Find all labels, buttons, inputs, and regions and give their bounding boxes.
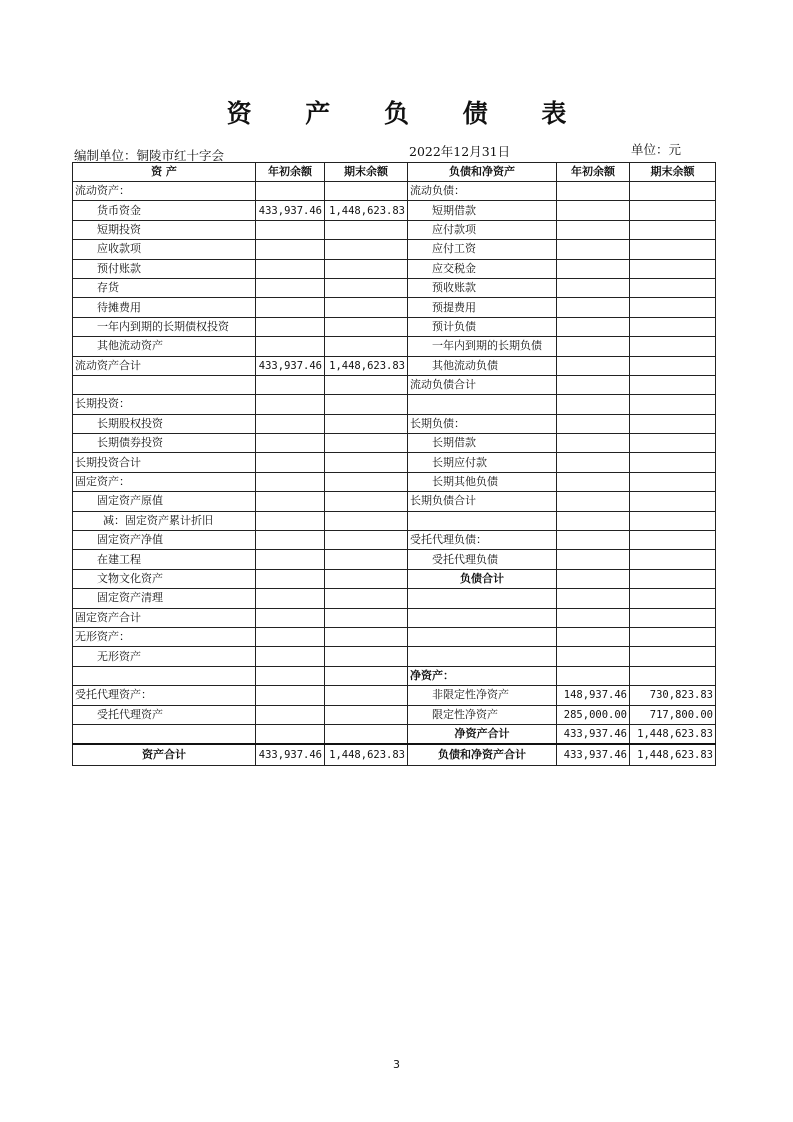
asset-opening — [256, 531, 325, 550]
asset-closing — [325, 182, 408, 201]
asset-label: 固定资产原值 — [73, 492, 256, 511]
liability-closing — [630, 240, 716, 259]
asset-closing — [325, 337, 408, 356]
asset-opening — [256, 298, 325, 317]
table-row — [73, 608, 716, 627]
table-row — [73, 453, 716, 472]
asset-closing — [325, 220, 408, 239]
liability-closing — [630, 220, 716, 239]
liability-closing — [630, 375, 716, 394]
liability-opening — [557, 220, 630, 239]
liability-label: 受托代理负债 — [408, 550, 557, 569]
liability-label: 其他流动负债 — [408, 356, 557, 375]
liability-opening — [557, 608, 630, 627]
asset-label: 固定资产清理 — [73, 589, 256, 608]
liability-opening — [557, 589, 630, 608]
table-row — [73, 201, 716, 220]
asset-closing — [325, 627, 408, 646]
asset-label: 受托代理资产 — [73, 705, 256, 724]
liability-label: 流动负债合计 — [408, 375, 557, 394]
liability-label — [408, 589, 557, 608]
asset-label: 长期投资： — [73, 395, 256, 414]
asset-closing: 1,448,623.83 — [325, 201, 408, 220]
asset-label: 无形资产 — [73, 647, 256, 666]
header-liabilities-closing: 期末余额 — [630, 163, 716, 182]
liability-label: 预收账款 — [408, 278, 557, 297]
asset-closing — [325, 298, 408, 317]
liability-opening — [557, 240, 630, 259]
liability-opening — [557, 182, 630, 201]
asset-label: 固定资产： — [73, 472, 256, 491]
asset-opening — [256, 453, 325, 472]
liability-closing — [630, 608, 716, 627]
asset-closing — [325, 492, 408, 511]
liability-label: 一年内到期的长期负债 — [408, 337, 557, 356]
asset-closing — [325, 317, 408, 336]
header-liabilities: 负债和净资产 — [408, 163, 557, 182]
liability-label — [408, 647, 557, 666]
liability-opening — [557, 356, 630, 375]
table-row — [73, 744, 716, 766]
asset-closing — [325, 666, 408, 685]
liability-closing — [630, 414, 716, 433]
liability-opening — [557, 259, 630, 278]
liability-closing — [630, 647, 716, 666]
liability-opening — [557, 511, 630, 530]
asset-closing — [325, 531, 408, 550]
table-row — [73, 492, 716, 511]
liability-closing: 1,448,623.83 — [630, 744, 716, 766]
asset-closing — [325, 395, 408, 414]
liability-label: 长期应付款 — [408, 453, 557, 472]
asset-opening — [256, 259, 325, 278]
liability-label: 流动负债： — [408, 182, 557, 201]
liability-opening — [557, 531, 630, 550]
liability-label: 负债和净资产合计 — [408, 744, 557, 766]
table-row — [73, 337, 716, 356]
asset-opening — [256, 337, 325, 356]
document-title: 资 产 负 债 表 — [226, 99, 589, 128]
balance-sheet-table — [72, 162, 716, 766]
liability-label: 应付款项 — [408, 220, 557, 239]
liability-opening: 433,937.46 — [557, 744, 630, 766]
liability-label — [408, 627, 557, 646]
header-assets: 资 产 — [73, 163, 256, 182]
asset-label: 固定资产净值 — [73, 531, 256, 550]
asset-closing — [325, 240, 408, 259]
liability-opening — [557, 627, 630, 646]
asset-closing — [325, 647, 408, 666]
asset-closing — [325, 472, 408, 491]
liability-closing — [630, 278, 716, 297]
liability-opening: 148,937.46 — [557, 686, 630, 705]
table-row — [73, 589, 716, 608]
asset-opening — [256, 724, 325, 744]
asset-opening — [256, 240, 325, 259]
liability-closing — [630, 453, 716, 472]
asset-opening — [256, 278, 325, 297]
table-row — [73, 647, 716, 666]
liability-opening — [557, 375, 630, 394]
liability-label — [408, 608, 557, 627]
asset-opening — [256, 395, 325, 414]
liability-opening — [557, 317, 630, 336]
asset-label: 短期投资 — [73, 220, 256, 239]
asset-label: 流动资产： — [73, 182, 256, 201]
table-row — [73, 278, 716, 297]
liability-label: 预提费用 — [408, 298, 557, 317]
asset-opening — [256, 589, 325, 608]
asset-closing — [325, 434, 408, 453]
asset-closing — [325, 375, 408, 394]
table-row — [73, 550, 716, 569]
asset-opening — [256, 182, 325, 201]
asset-opening — [256, 569, 325, 588]
liability-closing — [630, 434, 716, 453]
asset-closing — [325, 259, 408, 278]
table-row — [73, 724, 716, 744]
liability-closing — [630, 550, 716, 569]
asset-closing — [325, 550, 408, 569]
liability-closing — [630, 627, 716, 646]
table-row — [73, 472, 716, 491]
asset-opening — [256, 375, 325, 394]
liability-opening — [557, 647, 630, 666]
asset-opening — [256, 511, 325, 530]
table-row — [73, 686, 716, 705]
asset-opening — [256, 686, 325, 705]
asset-closing — [325, 589, 408, 608]
liability-label: 长期借款 — [408, 434, 557, 453]
table-row — [73, 511, 716, 530]
liability-label: 应交税金 — [408, 259, 557, 278]
liability-opening — [557, 298, 630, 317]
asset-closing — [325, 278, 408, 297]
table-row — [73, 627, 716, 646]
asset-closing — [325, 414, 408, 433]
asset-label: 无形资产： — [73, 627, 256, 646]
table-row — [73, 182, 716, 201]
asset-label: 预付账款 — [73, 259, 256, 278]
asset-opening: 433,937.46 — [256, 744, 325, 766]
asset-closing — [325, 724, 408, 744]
asset-closing — [325, 686, 408, 705]
asset-label: 受托代理资产： — [73, 686, 256, 705]
liability-closing: 1,448,623.83 — [630, 724, 716, 744]
liability-opening — [557, 434, 630, 453]
liability-label: 应付工资 — [408, 240, 557, 259]
liability-label — [408, 395, 557, 414]
asset-opening — [256, 472, 325, 491]
liability-closing — [630, 337, 716, 356]
liability-label — [408, 511, 557, 530]
asset-label: 在建工程 — [73, 550, 256, 569]
asset-opening — [256, 608, 325, 627]
liability-label: 限定性净资产 — [408, 705, 557, 724]
liability-opening — [557, 453, 630, 472]
asset-label: 一年内到期的长期债权投资 — [73, 317, 256, 336]
liability-label: 非限定性净资产 — [408, 686, 557, 705]
table-row — [73, 317, 716, 336]
liability-opening — [557, 278, 630, 297]
liability-opening — [557, 569, 630, 588]
table-row — [73, 298, 716, 317]
liability-closing — [630, 531, 716, 550]
liability-closing — [630, 492, 716, 511]
asset-opening — [256, 317, 325, 336]
liability-label: 预计负债 — [408, 317, 557, 336]
liability-closing — [630, 472, 716, 491]
asset-label — [73, 724, 256, 744]
liability-opening — [557, 666, 630, 685]
header-liabilities-opening: 年初余额 — [557, 163, 630, 182]
asset-label — [73, 666, 256, 685]
asset-opening: 433,937.46 — [256, 356, 325, 375]
asset-opening — [256, 434, 325, 453]
asset-label: 其他流动资产 — [73, 337, 256, 356]
asset-closing — [325, 453, 408, 472]
liability-opening — [557, 395, 630, 414]
asset-opening: 433,937.46 — [256, 201, 325, 220]
table-row — [73, 434, 716, 453]
liability-closing — [630, 182, 716, 201]
liability-opening: 285,000.00 — [557, 705, 630, 724]
liability-label: 负债合计 — [408, 569, 557, 588]
asset-closing — [325, 511, 408, 530]
table-row — [73, 220, 716, 239]
asset-label: 文物文化资产 — [73, 569, 256, 588]
asset-closing — [325, 608, 408, 627]
asset-label: 长期债券投资 — [73, 434, 256, 453]
liability-closing — [630, 356, 716, 375]
liability-opening — [557, 414, 630, 433]
table-row — [73, 240, 716, 259]
asset-label: 固定资产合计 — [73, 608, 256, 627]
liability-opening — [557, 337, 630, 356]
asset-opening — [256, 666, 325, 685]
liability-label: 短期借款 — [408, 201, 557, 220]
liability-closing: 717,800.00 — [630, 705, 716, 724]
table-row — [73, 375, 716, 394]
liability-closing — [630, 589, 716, 608]
liability-opening — [557, 492, 630, 511]
liability-closing — [630, 511, 716, 530]
liability-label: 长期其他负债 — [408, 472, 557, 491]
liability-closing — [630, 259, 716, 278]
liability-closing — [630, 569, 716, 588]
asset-opening — [256, 705, 325, 724]
asset-closing — [325, 705, 408, 724]
liability-label: 净资产： — [408, 666, 557, 685]
header-opening-balance: 年初余额 — [256, 163, 325, 182]
asset-opening — [256, 492, 325, 511]
asset-label: 货币资金 — [73, 201, 256, 220]
asset-label: 存货 — [73, 278, 256, 297]
table-row — [73, 395, 716, 414]
table-row — [73, 259, 716, 278]
asset-label: 资产合计 — [73, 744, 256, 766]
table-row — [73, 356, 716, 375]
liability-closing — [630, 666, 716, 685]
table-row — [73, 569, 716, 588]
asset-closing: 1,448,623.83 — [325, 744, 408, 766]
liability-closing — [630, 395, 716, 414]
asset-label: 长期股权投资 — [73, 414, 256, 433]
asset-label: 待摊费用 — [73, 298, 256, 317]
liability-closing: 730,823.83 — [630, 686, 716, 705]
liability-closing — [630, 201, 716, 220]
liability-opening — [557, 472, 630, 491]
asset-opening — [256, 627, 325, 646]
liability-label: 长期负债合计 — [408, 492, 557, 511]
page-number: 3 — [393, 1058, 400, 1071]
asset-label: 应收款项 — [73, 240, 256, 259]
asset-opening — [256, 550, 325, 569]
asset-label — [73, 375, 256, 394]
table-row — [73, 414, 716, 433]
report-date: 2022年12月31日 — [409, 144, 511, 159]
table-row — [73, 531, 716, 550]
asset-label: 流动资产合计 — [73, 356, 256, 375]
liability-opening — [557, 550, 630, 569]
asset-closing — [325, 569, 408, 588]
currency-unit: 单位：元 — [631, 142, 682, 157]
liability-label: 净资产合计 — [408, 724, 557, 744]
header-closing-balance: 期末余额 — [325, 163, 408, 182]
asset-opening — [256, 414, 325, 433]
asset-opening — [256, 220, 325, 239]
liability-opening — [557, 201, 630, 220]
asset-label: 长期投资合计 — [73, 453, 256, 472]
liability-opening: 433,937.46 — [557, 724, 630, 744]
liability-label: 受托代理负债： — [408, 531, 557, 550]
table-row — [73, 705, 716, 724]
asset-closing: 1,448,623.83 — [325, 356, 408, 375]
table-header-row — [73, 163, 716, 182]
asset-label: 减：固定资产累计折旧 — [73, 511, 256, 530]
compiling-unit: 编制单位：铜陵市红十字会 — [74, 148, 225, 163]
table-row — [73, 666, 716, 685]
liability-closing — [630, 298, 716, 317]
liability-label: 长期负债： — [408, 414, 557, 433]
liability-closing — [630, 317, 716, 336]
asset-opening — [256, 647, 325, 666]
